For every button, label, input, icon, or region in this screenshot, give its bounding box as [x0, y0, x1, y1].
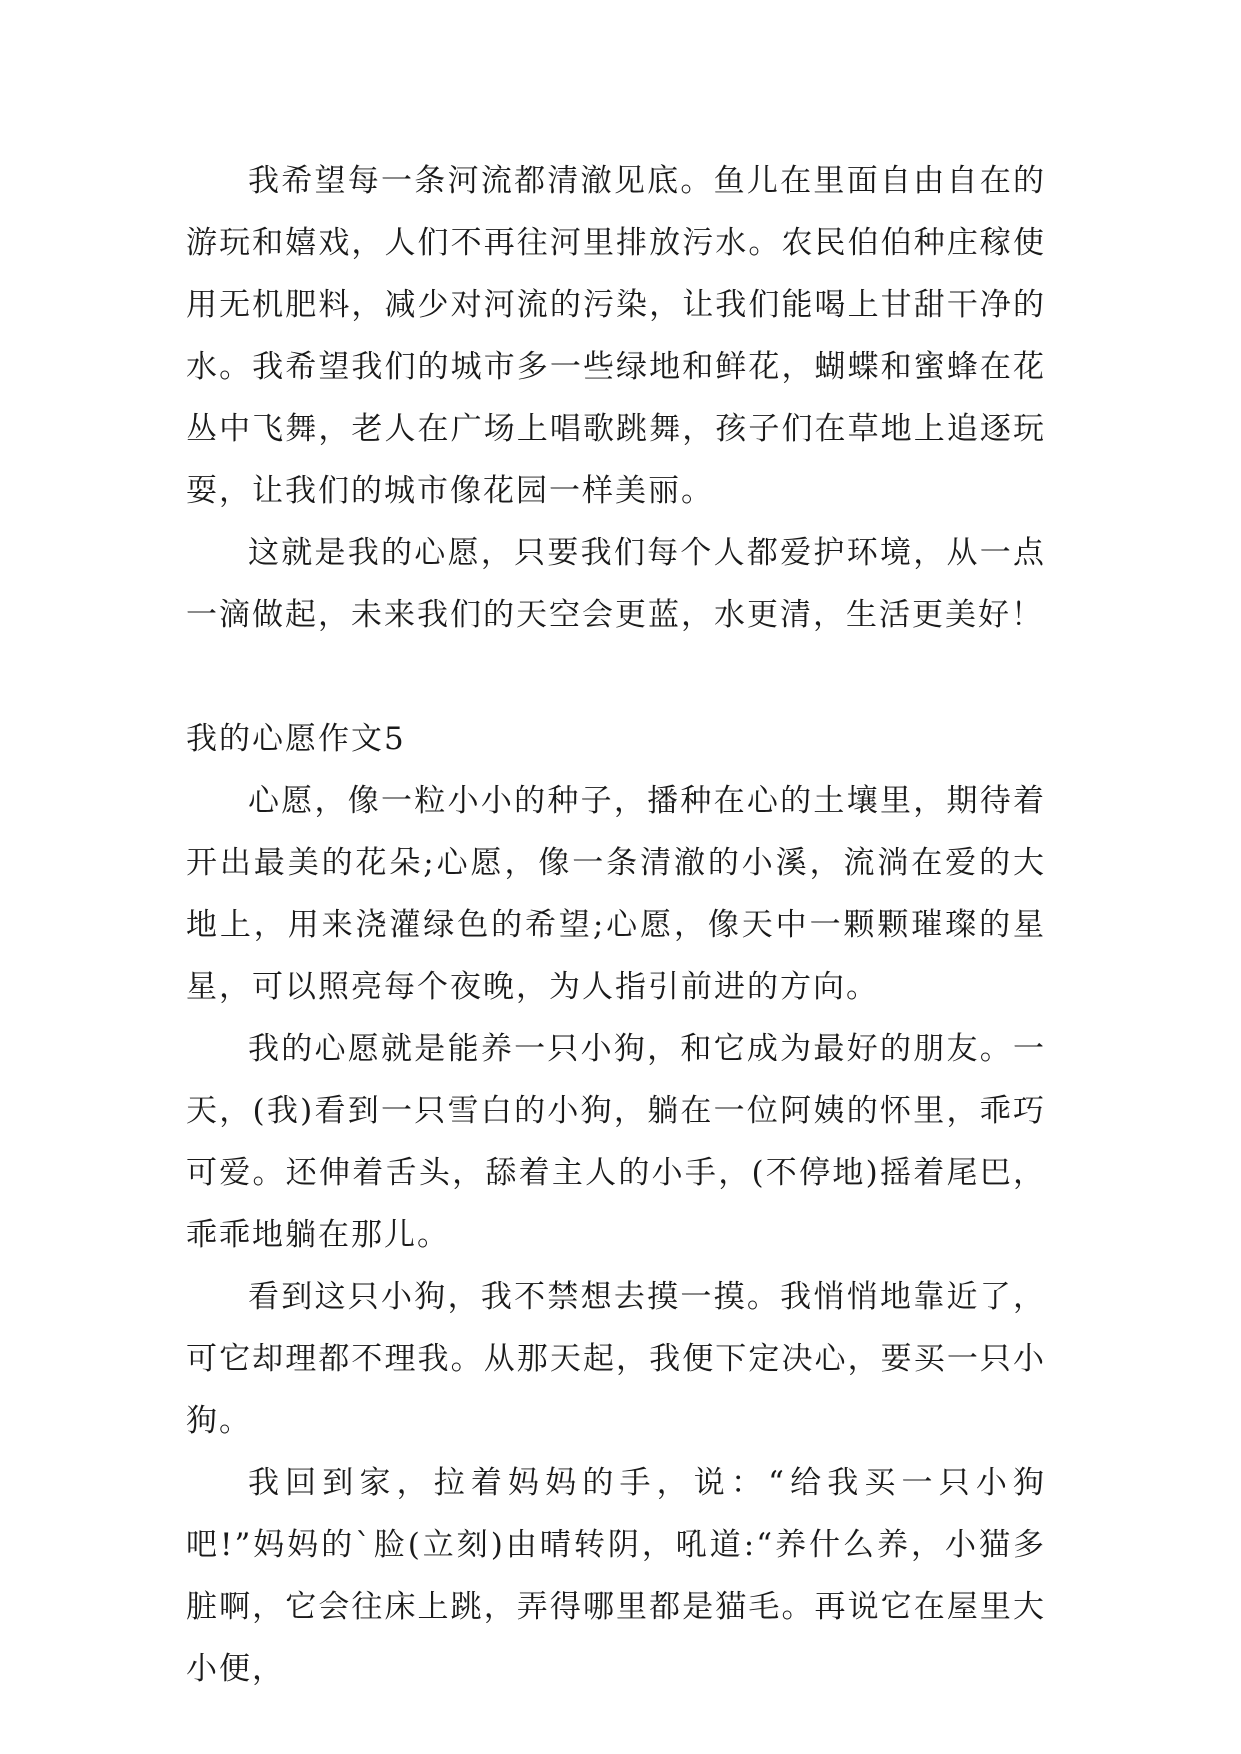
paragraph-ask-mother: 我回到家，拉着妈妈的手，说：“给我买一只小狗吧!”妈妈的`脸(立刻)由晴转阴，吼道:“养什么养，小猫多脏啊，它会往床上跳，弄得哪里都是猫毛。再说它在屋里大小便， [186, 1465, 1046, 1687]
paragraph-river-wish: 我希望每一条河流都清澈见底。鱼儿在里面自由自在的游玩和嬉戏，人们不再往河里排放污水。农民伯伯种庄稼使用无机肥料，减少对河流的污染，让我们能喝上甘甜干净的水。我希望我们的城市多一些绿地和鲜花，蝴蝶和蜜蜂在花丛中飞舞，老人在广场上唱歌跳舞，孩子们在草地上追逐玩耍，让我们的城市像花园一样美丽。 [186, 163, 1046, 509]
paragraph-conclusion: 这就是我的心愿，只要我们每个人都爱护环境，从一点一滴做起，未来我们的天空会更蓝，水更清，生活更美好！ [186, 535, 1046, 633]
paragraph-puppy-wish: 我的心愿就是能养一只小狗，和它成为最好的朋友。一天，(我)看到一只雪白的小狗，躺在一位阿姨的怀里，乖巧可爱。还伸着舌头，舔着主人的小手，(不停地)摇着尾巴，乖乖地躺在那儿。 [186, 1031, 1046, 1253]
section-title: 我的心愿作文5 [186, 721, 406, 757]
section-spacer [186, 646, 1046, 708]
paragraph-touch-puppy: 看到这只小狗，我不禁想去摸一摸。我悄悄地靠近了，可它却理都不理我。从那天起，我便下定决心，要买一只小狗。 [186, 1279, 1046, 1439]
document-body [186, 150, 1046, 1700]
paragraph-wish-metaphor: 心愿，像一粒小小的种子，播种在心的土壤里，期待着开出最美的花朵;心愿，像一条清澈的小溪，流淌在爱的大地上，用来浇灌绿色的希望;心愿，像天中一颗颗璀璨的星星，可以照亮每个夜晚，为人指引前进的方向。 [186, 783, 1046, 1005]
